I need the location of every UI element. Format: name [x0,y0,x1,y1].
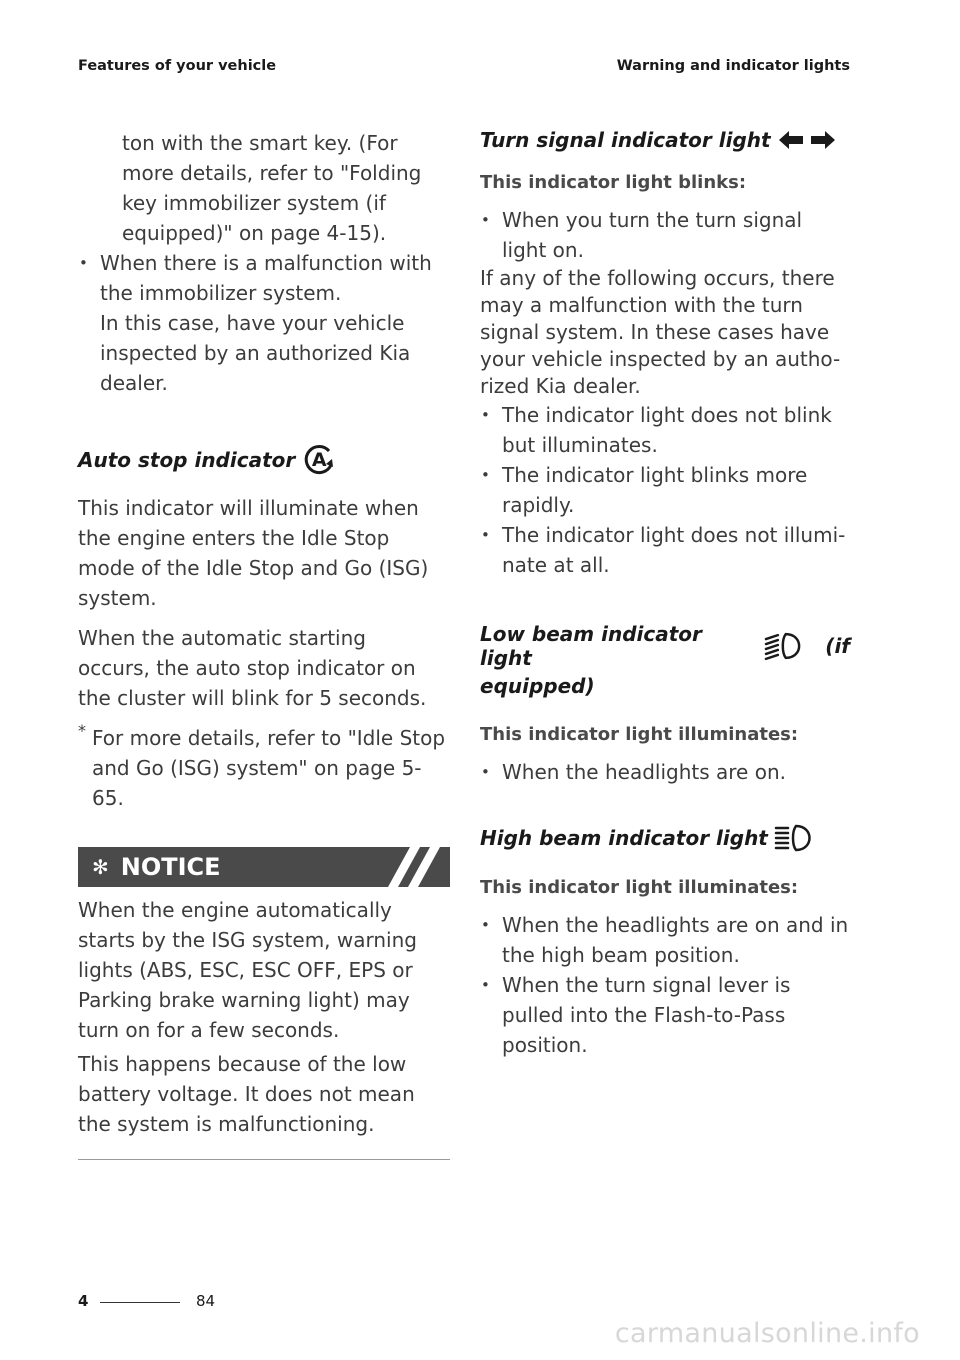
text-line: battery voltage. It does not mean [78,1082,415,1106]
list-item [480,970,850,1060]
text-line: occurs, the auto stop indicator on [78,656,416,680]
list-item [480,910,850,970]
text-line: equipped)" on page 4-15). [122,221,387,245]
list-item [78,248,450,398]
text-line: the engine enters the Idle Stop [78,526,390,550]
text-line: system. [78,586,157,610]
text-line: lights (ABS, ESC, ESC OFF, EPS or [78,958,413,982]
text-line: Parking brake warning light) may [78,988,410,1012]
text-line: This happens because of the low [78,1052,407,1076]
note-asterisk: * [78,721,86,740]
text-line: dealer. [100,371,168,395]
text-line: the immobilizer system. [100,281,342,305]
turn-signal-arrows-icon [777,129,837,151]
auto-stop-paragraph-2 [78,623,450,713]
text-line: the cluster will blink for 5 seconds. [78,686,427,710]
text-line: rapidly. [502,493,575,517]
text-line: • When the turn signal lever is [502,973,791,997]
text-line: more details, refer to "Folding [122,161,422,185]
text-line: 65. [92,786,124,810]
auto-stop-heading [78,443,450,477]
turn-signal-paragraph [480,265,850,400]
right-column [480,128,850,1060]
text-line: pulled into the Flash-to-Pass [502,1003,786,1027]
low-beam-heading [480,622,850,670]
notice-banner [78,847,450,887]
stripes-decoration [380,847,450,887]
text-line: inspected by an authorized Kia [100,341,411,365]
text-line: nate at all. [502,553,610,577]
auto-stop-icon [301,443,337,477]
notice-title: NOTICE [120,853,221,881]
text-line: If any of the following occurs, there [480,266,835,290]
low-beam-heading-cont [480,674,850,698]
notice-paragraph-1 [78,895,450,1045]
text-line: starts by the ISG system, warning [78,928,417,952]
text-line: When the automatic starting [78,626,366,650]
text-line: position. [502,1033,588,1057]
text-line: light on. [502,238,584,262]
text-line: may a malfunction with the turn [480,293,803,317]
heading-text: (if [825,634,850,658]
text-line: • The indicator light does not blink [502,403,832,427]
high-beam-subheading: This indicator light illuminates: [480,877,799,898]
text-line: This indicator will illuminate when [78,496,419,520]
text-line: When the engine automatically [78,898,392,922]
text-line: • When you turn the turn signal [502,208,803,232]
text-line: ton with the smart key. (For [122,131,398,155]
text-line: the system is malfunctioning. [78,1112,375,1136]
high-beam-icon [774,823,818,853]
footer-divider [100,1302,180,1303]
turn-signal-subheading: This indicator light blinks: [480,172,747,193]
left-column [78,128,450,1160]
text-line: rized Kia dealer. [480,374,641,398]
icon-letter: A [311,449,327,471]
continued-text [78,128,450,248]
heading-text: equipped) [480,674,595,698]
text-line: mode of the Idle Stop and Go (ISG) [78,556,429,580]
text-line: your vehicle inspected by an autho- [480,347,841,371]
heading-text: Low beam indicator light [480,622,702,670]
text-line: and Go (ISG) system" on page 5- [92,756,422,780]
text-line: the high beam position. [502,943,740,967]
header-chapter-title: Warning and indicator lights [616,58,850,74]
auto-stop-paragraph-1 [78,493,450,613]
notice-divider [78,1159,450,1160]
text-line: For more details, refer to "Idle Stop [92,726,446,750]
heading-text: High beam indicator light [480,826,768,850]
text-line: key immobilizer system (if [122,191,386,215]
list-item [480,460,850,520]
text-line: signal system. In these cases have [480,320,830,344]
header-section-title: Features of your vehicle [78,58,277,74]
section-number: 4 [78,1292,89,1310]
watermark: carmanualsonline.info [614,1318,920,1349]
text-line: turn on for a few seconds. [78,1018,340,1042]
list-item [480,520,850,580]
turn-signal-heading [480,128,850,152]
low-beam-icon [764,631,808,661]
text-line: • The indicator light blinks more [502,463,808,487]
text-line: • When there is a malfunction with [100,251,432,275]
text-line: but illuminates. [502,433,658,457]
text-line: • When the headlights are on and in [502,913,849,937]
list-item [480,205,850,265]
list-item [480,400,850,460]
asterisk-icon: ✻ [92,855,109,879]
low-beam-subheading: This indicator light illuminates: [480,724,799,745]
list-item [480,757,850,787]
text-line: In this case, have your vehicle [100,311,405,335]
auto-stop-note [78,723,450,813]
heading-text: Auto stop indicator [78,448,296,472]
page-number: 84 [196,1292,216,1310]
text-line: • The indicator light does not illumi- [502,523,846,547]
text-line: • When the headlights are on. [502,760,786,784]
heading-text: Turn signal indicator light [480,128,771,152]
notice-paragraph-2 [78,1049,450,1139]
high-beam-heading [480,823,850,853]
